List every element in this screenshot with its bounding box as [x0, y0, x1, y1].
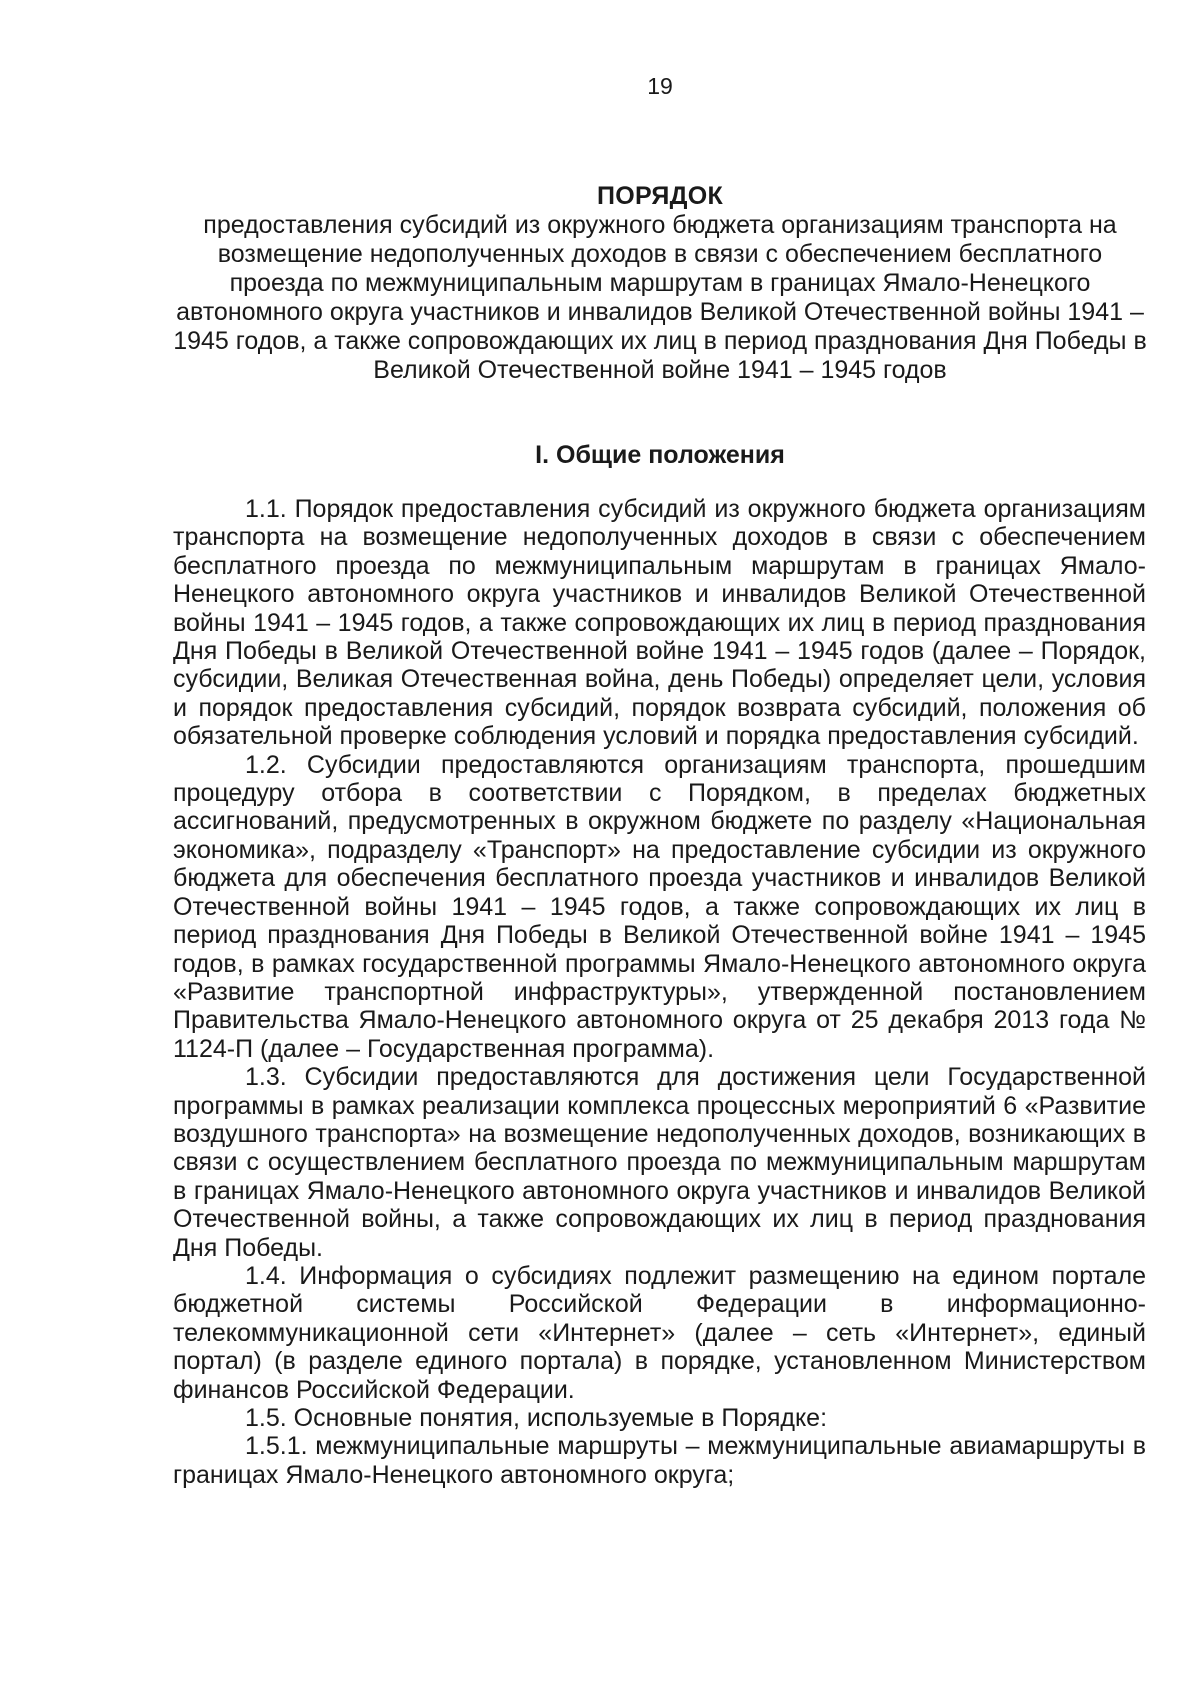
document-subtitle: предоставления субсидий из окружного бюджета организациям транспорта на возмещение недополученных доходов в связи с обеспечением бесплатного проезда по межмуниципальным маршрутам в границах Ямало-Ненецкого автономного округа участников и инвалидов Великой Отечественной войны 1941 – 1945 годов, а также сопровождающих их лиц в период празднования Дня Победы в Великой Отечественной войне 1941 – 1945 годов	[173, 211, 1147, 384]
document-title: ПОРЯДОК	[596, 182, 724, 210]
paragraph-1-3: 1.3. Субсидии предоставляются для достижения цели Государственной программы в рамках реализации комплекса процессных мероприятий 6 «Развитие воздушного транспорта» на возмещение недополученных доходов, возникающих в связи с осуществлением бесплатного проезда по межмуниципальным маршрутам в границах Ямало-Ненецкого автономного округа участников и инвалидов Великой Отечественной войны, а также сопровождающих их лиц в период празднования Дня Победы.	[173, 1063, 1146, 1262]
paragraph-1-5-1: 1.5.1. межмуниципальные маршруты – межмуниципальные авиамаршруты в границах Ямало-Ненецкого автономного округа;	[173, 1432, 1146, 1489]
paragraph-1-5: 1.5. Основные понятия, используемые в Порядке:	[245, 1404, 828, 1432]
paragraph-1-4: 1.4. Информация о субсидиях подлежит размещению на едином портале бюджетной системы Российской Федерации в информационно-телекоммуникационной сети «Интернет» (далее – сеть «Интернет», единый портал) (в разделе единого портала) в порядке, установленном Министерством финансов Российской Федерации.	[173, 1261, 1146, 1404]
paragraph-1-1: 1.1. Порядок предоставления субсидий из окружного бюджета организациям транспорта на возмещение недополученных доходов в связи с обеспечением бесплатного проезда по межмуниципальным маршрутам в границах Ямало-Ненецкого автономного округа участников и инвалидов Великой Отечественной войны 1941 – 1945 годов, а также сопровождающих их лиц в период празднования Дня Победы в Великой Отечественной войне 1941 – 1945 годов (далее – Порядок, субсидии, Великая Отечественная война, день Победы) определяет цели, условия и порядок предоставления субсидий, порядок возврата субсидий, положения об обязательной проверке соблюдения условий и порядка предоставления субсидий.	[173, 495, 1146, 751]
page-number: 19	[647, 73, 673, 99]
document-body	[173, 495, 1146, 1489]
section-heading: I. Общие положения	[535, 441, 785, 469]
paragraph-1-2: 1.2. Субсидии предоставляются организациям транспорта, прошедшим процедуру отбора в соответствии с Порядком, в пределах бюджетных ассигнований, предусмотренных в окружном бюджете по разделу «Национальная экономика», подразделу «Транспорт» на предоставление субсидии из окружного бюджета для обеспечения бесплатного проезда участников и инвалидов Великой Отечественной войны 1941 – 1945 годов, а также сопровождающих их лиц в период празднования Дня Победы в Великой Отечественной войне 1941 – 1945 годов, в рамках государственной программы Ямало-Ненецкого автономного округа «Развитие транспортной инфраструктуры», утвержденной постановлением Правительства Ямало-Ненецкого автономного округа от 25 декабря 2013 года № 1124-П (далее – Государственная программа).	[173, 750, 1146, 1063]
